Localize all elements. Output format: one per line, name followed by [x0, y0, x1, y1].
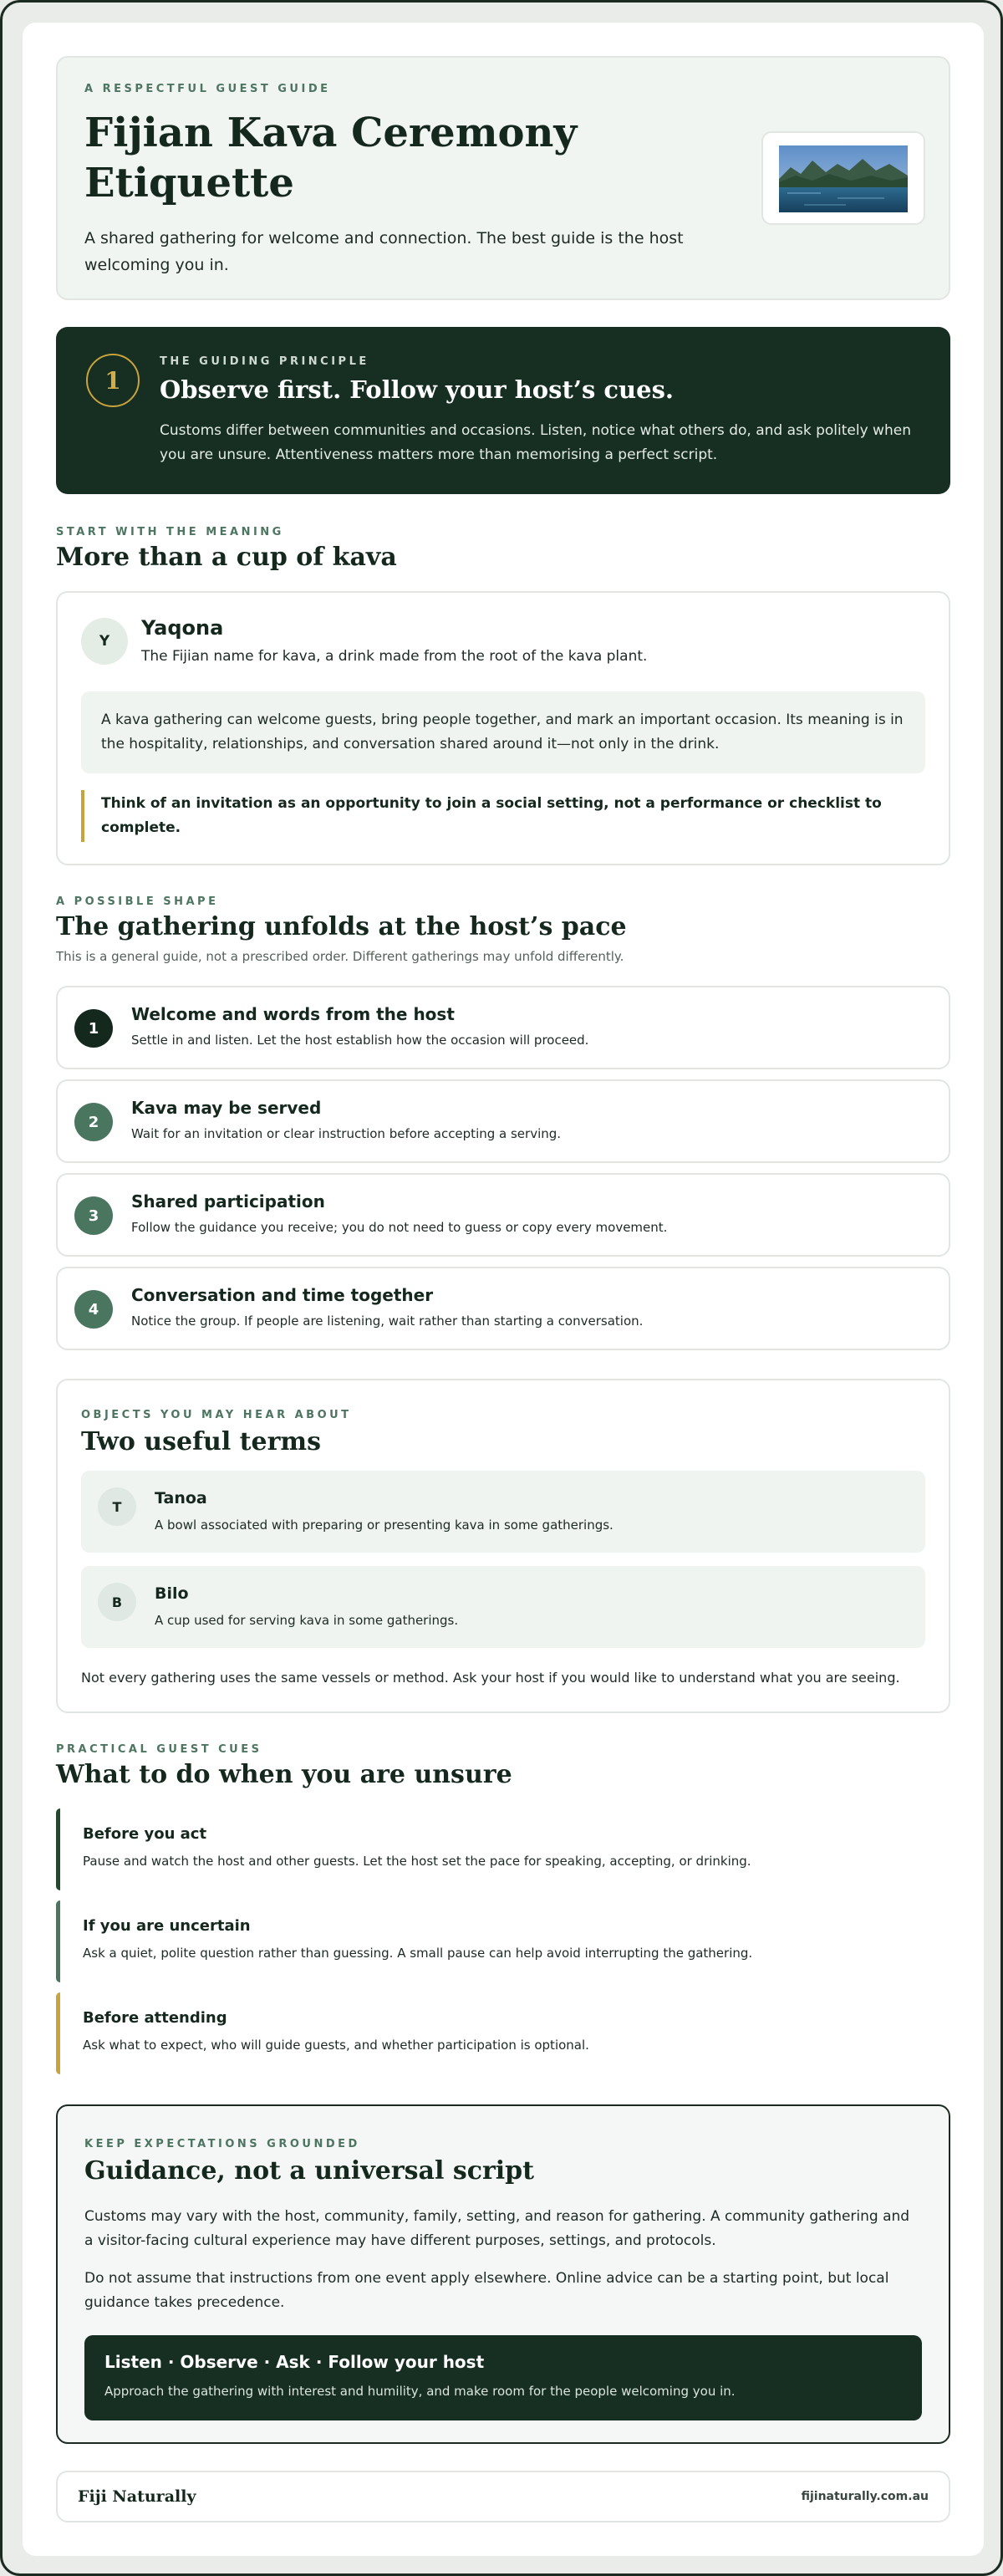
banner-title: Listen · Observe · Ask · Follow your host — [104, 2352, 485, 2372]
cue-title: If you are uncertain — [83, 1917, 251, 1935]
meaning-card — [56, 591, 950, 865]
term-item-description: A bowl associated with preparing or presenting kava in some gatherings. — [155, 1518, 614, 1533]
principle-number: 1 — [86, 354, 140, 407]
meaning-body: A kava gathering can welcome guests, bring people together, and mark an important occasion. Its meaning is in the hospitality, relationships, and conversation shared around it—not only in the drink. — [101, 712, 904, 752]
page — [23, 23, 984, 2556]
hero-thumbnail — [761, 131, 925, 225]
shape-eyebrow: A POSSIBLE SHAPE — [56, 895, 219, 908]
guiding-principle-card — [56, 327, 950, 494]
guidance-title: Guidance, not a universal script — [84, 2156, 535, 2186]
term-description: The Fijian name for kava, a drink made from the root of the kava plant. — [141, 648, 648, 665]
terms-title: Two useful terms — [81, 1427, 322, 1456]
footer-brand: Fiji Naturally — [78, 2487, 196, 2506]
cue-item — [56, 1808, 950, 1890]
term-name: Yaqona — [141, 616, 224, 640]
banner-description: Approach the gathering with interest and humility, and make room for the people welcoming you in. — [104, 2384, 736, 2399]
term-avatar: Y — [81, 618, 128, 665]
cue-item — [56, 1992, 950, 2074]
cue-description: Pause and watch the host and other guests. Let the host set the pace for speaking, accepting, or drinking. — [83, 1854, 751, 1869]
cue-accent-bar — [56, 1992, 60, 2074]
step-number: 1 — [74, 1009, 113, 1048]
cue-title: Before you act — [83, 1825, 207, 1843]
cue-description: Ask what to expect, who will guide guests, and whether participation is optional. — [83, 2038, 589, 2053]
step-item — [56, 1079, 950, 1163]
page-title: Fijian Kava Ceremony Etiquette — [84, 110, 578, 207]
step-item — [56, 1173, 950, 1257]
terms-card — [56, 1379, 950, 1713]
step-title: Welcome and words from the host — [131, 1004, 455, 1024]
hero-eyebrow: A RESPECTFUL GUEST GUIDE — [84, 83, 331, 95]
cues-eyebrow: PRACTICAL GUEST CUES — [56, 1743, 262, 1756]
cue-accent-bar — [56, 1900, 60, 1982]
cue-accent-bar — [56, 1808, 60, 1890]
meaning-title: More than a cup of kava — [56, 543, 397, 572]
cue-description: Ask a quiet, polite question rather than guessing. A small pause can help avoid interrupting the gathering. — [83, 1946, 753, 1961]
step-title: Shared participation — [131, 1191, 325, 1211]
term-item-name: Bilo — [155, 1584, 189, 1603]
principle-eyebrow: THE GUIDING PRINCIPLE — [160, 355, 369, 368]
footer-site-link[interactable]: fijinaturally.com.au — [801, 2490, 929, 2503]
meaning-eyebrow: START WITH THE MEANING — [56, 526, 284, 538]
hero-lead: A shared gathering for welcome and connection. The best guide is the host welcoming you in. — [84, 229, 684, 274]
cues-title: What to do when you are unsure — [56, 1760, 512, 1789]
terms-eyebrow: OBJECTS YOU MAY HEAR ABOUT — [81, 1409, 352, 1421]
step-item — [56, 986, 950, 1069]
guidance-card — [56, 2104, 950, 2444]
meaning-quote-text: Think of an invitation as an opportunity to join a social setting, not a performance or checklist to complete. — [101, 795, 882, 836]
hero-card — [56, 56, 950, 300]
step-description: Notice the group. If people are listening, wait rather than starting a conversation. — [131, 1314, 644, 1329]
cue-title: Before attending — [83, 2009, 227, 2027]
meaning-body-box — [81, 691, 925, 773]
terms-footnote: Not every gathering uses the same vessels or method. Ask your host if you would like to understand what you are seeing. — [81, 1670, 900, 1686]
lagoon-landscape-icon — [779, 145, 908, 212]
guidance-paragraph-2: Do not assume that instructions from one event apply elsewhere. Online advice can be a starting point, but local guidance takes precedence. — [84, 2270, 889, 2311]
guidance-paragraph-1: Customs may vary with the host, community, family, setting, and reason for gathering. A community gathering and a visitor-facing cultural experience may have different purposes, settings, and protocols. — [84, 2208, 910, 2249]
footer — [56, 2471, 950, 2522]
step-description: Follow the guidance you receive; you do not need to guess or copy every movement. — [131, 1220, 668, 1235]
step-description: Wait for an invitation or clear instruction before accepting a serving. — [131, 1126, 562, 1141]
principle-title: Observe first. Follow your host’s cues. — [160, 375, 674, 404]
step-description: Settle in and listen. Let the host establish how the occasion will proceed. — [131, 1033, 589, 1048]
principle-text: Customs differ between communities and occasions. Listen, notice what others do, and ask politely when you are unsure. Attentiveness matters more than memorising a perfect script. — [160, 422, 911, 463]
step-number: 4 — [74, 1290, 113, 1329]
step-item — [56, 1267, 950, 1350]
term-item-name: Tanoa — [155, 1489, 207, 1507]
guidance-eyebrow: KEEP EXPECTATIONS GROUNDED — [84, 2138, 360, 2150]
step-title: Conversation and time together — [131, 1285, 434, 1305]
step-title: Kava may be served — [131, 1098, 322, 1118]
guidance-banner — [84, 2335, 922, 2420]
step-number: 2 — [74, 1103, 113, 1141]
shape-title: The gathering unfolds at the host’s pace — [56, 912, 627, 941]
shape-note: This is a general guide, not a prescribed order. Different gatherings may unfold differently. — [56, 949, 624, 964]
term-item — [81, 1566, 925, 1648]
step-number: 3 — [74, 1196, 113, 1235]
term-item-description: A cup used for serving kava in some gatherings. — [155, 1613, 459, 1628]
term-initial: B — [98, 1583, 136, 1621]
term-item — [81, 1471, 925, 1553]
term-initial: T — [98, 1487, 136, 1526]
meaning-quote — [81, 790, 925, 842]
cue-item — [56, 1900, 950, 1982]
